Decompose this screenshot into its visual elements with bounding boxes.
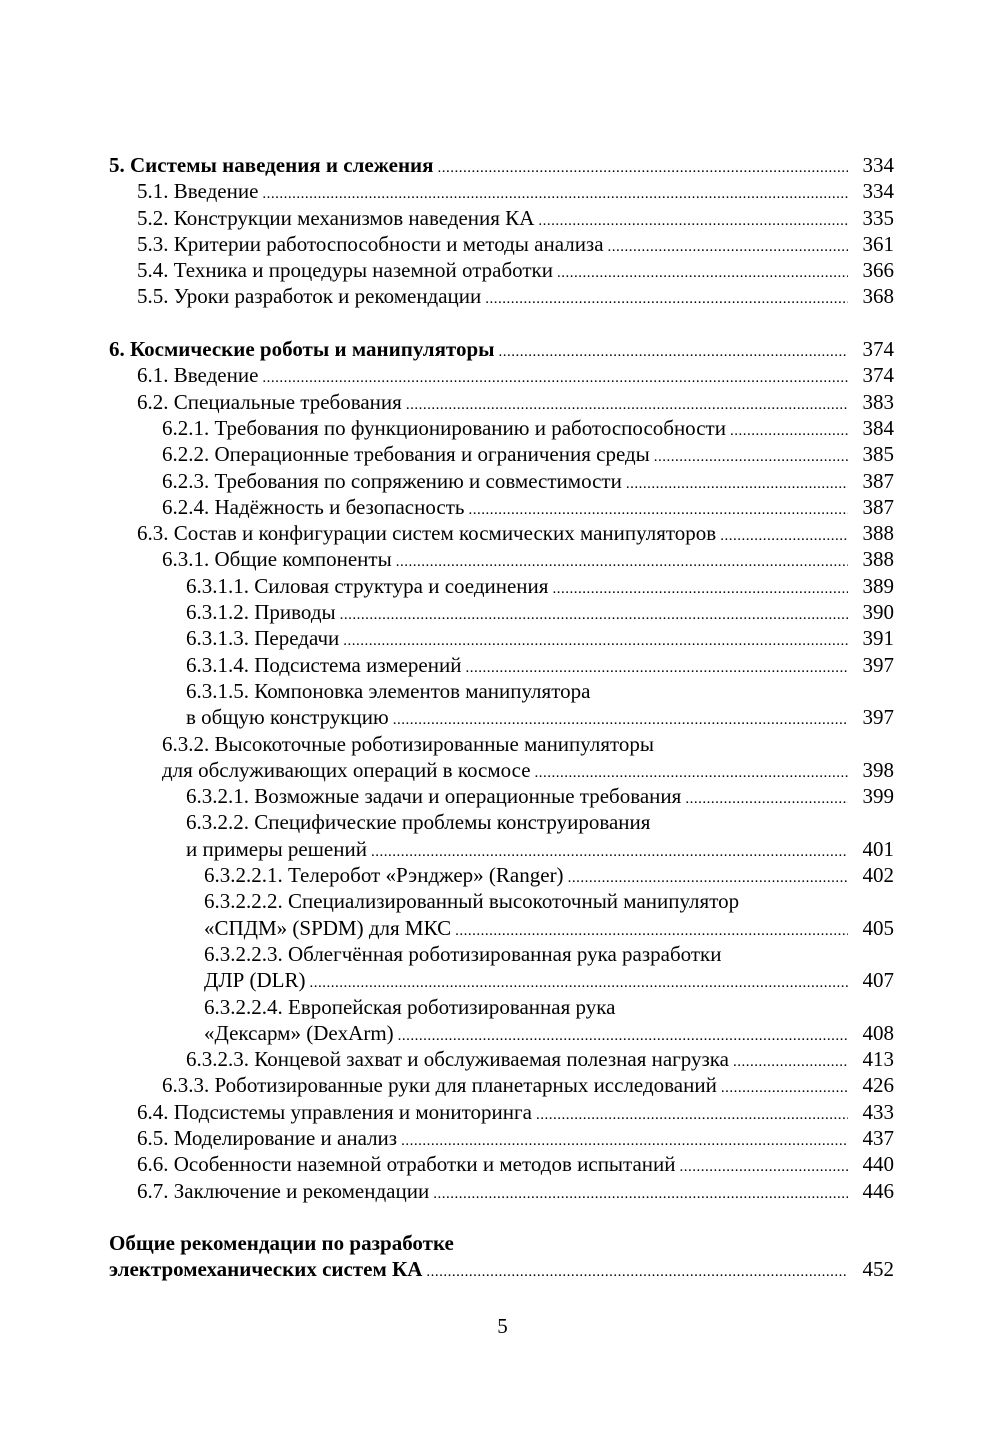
toc-entry-page: 384 xyxy=(862,415,894,440)
toc-entry-title: 6.2.2. Операционные требования и ограничения среды xyxy=(162,442,650,467)
toc-entry-page: 398 xyxy=(862,757,894,782)
toc-entry-page: 368 xyxy=(862,284,894,309)
toc-leader-dots xyxy=(340,602,848,628)
toc-entry-title: 6.5. Моделирование и анализ xyxy=(137,1125,398,1150)
toc-entry xyxy=(109,915,894,941)
toc-entry-page: 334 xyxy=(862,179,894,204)
toc-entry-page: 452 xyxy=(862,1257,894,1282)
toc-entry-title: 5.2. Конструкции механизмов наведения КА xyxy=(137,205,535,230)
toc-entry xyxy=(109,468,894,494)
toc-entry-title: 6.2.3. Требования по сопряжению и совместимости xyxy=(162,468,622,493)
toc-entry xyxy=(109,283,894,309)
toc-entry-page: 335 xyxy=(862,205,894,230)
toc-leader-dots xyxy=(721,1075,848,1101)
toc-entry-page: 334 xyxy=(862,153,894,177)
toc-entry-page: 426 xyxy=(862,1073,894,1098)
toc-entry xyxy=(109,205,894,231)
toc-leader-dots xyxy=(433,1181,848,1207)
toc-entry-title: 6.2.4. Надёжность и безопасность xyxy=(162,494,465,519)
toc-entry-title: 5.4. Техника и процедуры наземной отработки xyxy=(137,258,554,283)
toc-entry xyxy=(109,888,894,914)
toc-entry-title: 6.3.2.2. Специфические проблемы конструирования xyxy=(186,810,651,835)
toc-entry xyxy=(109,1099,894,1125)
toc-entry-page: 397 xyxy=(862,652,894,677)
toc-entry-title: 6.3.2.2.1. Телеробот «Рэнджер» (Ranger) xyxy=(204,863,564,888)
toc-entry xyxy=(109,678,894,704)
toc-entry xyxy=(109,1125,894,1151)
toc-entry xyxy=(109,704,894,730)
toc-entry-page: 388 xyxy=(862,547,894,572)
toc-entry-page: 399 xyxy=(862,784,894,809)
toc-entry-title: 6.3.1.5. Компоновка элементов манипулятора xyxy=(186,678,591,703)
toc-entry-title: 6.4. Подсистемы управления и мониторинга xyxy=(137,1099,532,1124)
toc-entry xyxy=(109,599,894,625)
toc-entry xyxy=(109,757,894,783)
toc-entry-title: 6.3.2.3. Концевой захват и обслуживаемая полезная нагрузка xyxy=(186,1047,730,1072)
toc-leader-dots xyxy=(485,286,848,312)
toc-entry xyxy=(109,152,894,178)
toc-entry xyxy=(109,415,894,441)
toc-entry-page: 374 xyxy=(862,337,894,362)
toc-entry-title: электромеханических систем КА xyxy=(109,1257,423,1282)
toc-leader-dots xyxy=(626,471,848,497)
toc-leader-dots xyxy=(426,1259,848,1285)
toc-entry xyxy=(109,520,894,546)
toc-entry-title: для обслуживающих операций в космосе xyxy=(162,757,531,782)
toc-entry xyxy=(109,546,894,572)
toc-entry-page: 440 xyxy=(862,1152,894,1177)
toc-entry-title: 5.3. Критерии работоспособности и методы анализа xyxy=(137,231,604,256)
toc-entry xyxy=(109,967,894,993)
toc-entry xyxy=(109,809,894,835)
toc-entry-title: 6.1. Введение xyxy=(137,363,259,388)
toc-entry-page: 413 xyxy=(862,1047,894,1072)
toc-entry-title: 5.1. Введение xyxy=(137,179,259,204)
toc-entry xyxy=(109,1256,894,1282)
toc-entry xyxy=(109,178,894,204)
toc-entry xyxy=(109,494,894,520)
toc-entry-title: и примеры решений xyxy=(186,836,367,861)
toc-entry-page: 446 xyxy=(862,1178,894,1203)
toc-entry-title: 6.3.1.4. Подсистема измерений xyxy=(186,652,462,677)
toc-entry-title: 6.3.2.2.2. Специализированный высокоточный манипулятор xyxy=(204,889,740,914)
toc-leader-dots xyxy=(730,418,848,444)
toc-entry-page: 387 xyxy=(862,494,894,519)
toc-entry-page: 388 xyxy=(862,521,894,546)
toc-entry-page: 397 xyxy=(862,705,894,730)
toc-entry xyxy=(109,257,894,283)
toc-entry xyxy=(109,783,894,809)
toc-entry xyxy=(109,1230,894,1256)
toc-entry-page: 374 xyxy=(862,363,894,388)
toc-leader-dots xyxy=(499,339,848,365)
toc-entry-title: Общие рекомендации по разработке xyxy=(109,1231,454,1256)
toc-leader-dots xyxy=(654,444,848,470)
toc-entry-page: 437 xyxy=(862,1125,894,1150)
toc-entry-title: 6.3.1. Общие компоненты xyxy=(162,547,392,572)
toc-leader-dots xyxy=(557,260,848,286)
toc-entry-page: 402 xyxy=(862,863,894,888)
toc-entry-title: 6.3.2.1. Возможные задачи и операционные требования xyxy=(186,784,682,809)
toc-leader-dots xyxy=(552,576,848,602)
toc-entry-page: 385 xyxy=(862,442,894,467)
toc-entry-page: 408 xyxy=(862,1020,894,1045)
toc-entry xyxy=(109,573,894,599)
toc-entry xyxy=(109,731,894,757)
toc-entry-page: 407 xyxy=(862,968,894,993)
toc-entry-page: 390 xyxy=(862,600,894,625)
toc-entry-title: «Дексарм» (DexArm) xyxy=(204,1020,394,1045)
toc-entry-page: 405 xyxy=(862,915,894,940)
toc-entry-title: 6.3.2.2.3. Облегчённая роботизированная рука разработки xyxy=(204,941,722,966)
toc-leader-dots xyxy=(733,1049,848,1075)
toc-entry-title: 6.3.2. Высокоточные роботизированные манипуляторы xyxy=(162,731,655,756)
toc-entry xyxy=(109,862,894,888)
toc-entry xyxy=(109,362,894,388)
toc-entry xyxy=(109,1046,894,1072)
toc-entry-title: в общую конструкцию xyxy=(186,705,389,730)
toc-entry-page: 433 xyxy=(862,1099,894,1124)
toc-leader-dots xyxy=(685,786,848,812)
toc-entry xyxy=(109,231,894,257)
toc-entry-page: 361 xyxy=(862,231,894,256)
toc-leader-dots xyxy=(680,1154,848,1180)
toc-entry-title: 6.3.3. Роботизированные руки для планетарных исследований xyxy=(162,1073,717,1098)
toc-entry xyxy=(109,941,894,967)
toc-entry-title: 6.2.1. Требования по функционированию и работоспособности xyxy=(162,415,726,440)
toc-entry-page: 401 xyxy=(862,836,894,861)
toc-entry xyxy=(109,1020,894,1046)
toc-entry-title: 6. Космические роботы и манипуляторы xyxy=(109,337,495,362)
toc-entry-title: 6.3.2.2.4. Европейская роботизированная рука xyxy=(204,994,616,1019)
toc-entry-page: 391 xyxy=(862,626,894,651)
toc-entry-title: 5. Системы наведения и слежения xyxy=(109,153,434,177)
toc-entry xyxy=(109,652,894,678)
table-of-contents xyxy=(109,152,894,1283)
toc-entry xyxy=(109,1151,894,1177)
page-number: 5 xyxy=(497,1314,508,1338)
toc-entry xyxy=(109,441,894,467)
toc-entry xyxy=(109,336,894,362)
toc-entry xyxy=(109,389,894,415)
toc-entry-title: 6.3.1.2. Приводы xyxy=(186,600,336,625)
toc-entry xyxy=(109,994,894,1020)
toc-leader-dots xyxy=(438,155,848,181)
toc-leader-dots xyxy=(536,1102,848,1128)
toc-entry-page: 383 xyxy=(862,389,894,414)
toc-entry-title: 6.3. Состав и конфигурации систем космических манипуляторов xyxy=(137,521,717,546)
toc-entry-page: 387 xyxy=(862,468,894,493)
toc-entry-title: «СПДМ» (SPDM) для МКС xyxy=(204,915,452,940)
toc-entry xyxy=(109,836,894,862)
toc-entry xyxy=(109,625,894,651)
toc-entry-title: ДЛР (DLR) xyxy=(204,968,306,993)
toc-entry-title: 6.7. Заключение и рекомендации xyxy=(137,1178,430,1203)
toc-leader-dots xyxy=(720,523,848,549)
toc-entry xyxy=(109,1178,894,1204)
toc-entry-title: 5.5. Уроки разработок и рекомендации xyxy=(137,284,482,309)
toc-entry-title: 6.6. Особенности наземной отработки и методов испытаний xyxy=(137,1152,676,1177)
toc-entry-title: 6.2. Специальные требования xyxy=(137,389,402,414)
toc-leader-dots xyxy=(608,234,848,260)
toc-entry-title: 6.3.1.3. Передачи xyxy=(186,626,340,651)
toc-entry xyxy=(109,1072,894,1098)
toc-entry-page: 389 xyxy=(862,573,894,598)
toc-entry-page: 366 xyxy=(862,258,894,283)
toc-entry-title: 6.3.1.1. Силовая структура и соединения xyxy=(186,573,549,598)
